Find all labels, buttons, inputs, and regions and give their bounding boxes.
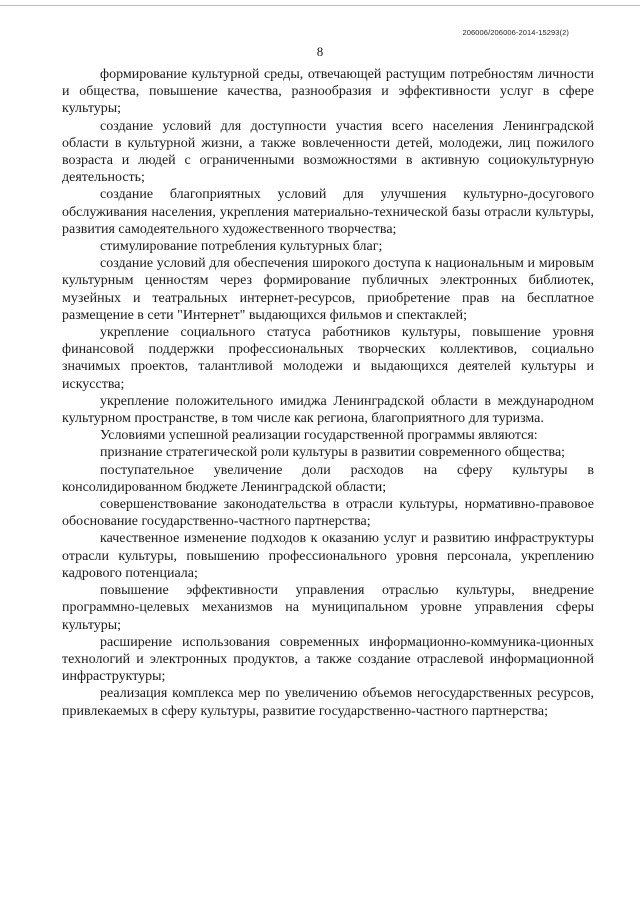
paragraph: повышение эффективности управления отраслью культуры, внедрение программно-целевых механизмов на муниципальном уровне управления сферы культуры; (62, 583, 594, 633)
paragraph: стимулирование потребления культурных благ; (100, 239, 383, 255)
body-text (62, 66, 594, 720)
paragraph: создание условий для доступности участия всего населения Ленинградской области в культурной жизни, а также вовлеченности детей, молодежи, лиц пожилого возраста и людей с ограниченными возможностями в активную социокультурную деятельность; (62, 118, 594, 186)
paragraph: создание условий для обеспечения широкого доступа к национальным и мировым культурным ценностям через формирование публичных электронных библиотек, музейных и театральных интернет-ресурсов, приобретение прав на бесплатное размещение в сети "Интернет" выдающихся фильмов и спектаклей; (62, 256, 594, 323)
paragraph: реализация комплекса мер по увеличению объемов негосударственных ресурсов, привлекаемых в сферу культуры, развитие государственно-частного партнерства; (62, 686, 594, 719)
paragraph: поступательное увеличение доли расходов на сферу культуры в консолидированном бюджете Ленинградской области; (62, 462, 594, 495)
paragraph: качественное изменение подходов к оказанию услуг и развитию инфраструктуры отрасли культуры, повышению профессионального уровня персонала, укреплению кадрового потенциала; (62, 531, 594, 581)
paragraph: укрепление положительного имиджа Ленинградской области в международном культурном пространстве, в том числе как региона, благоприятного для туризма. (62, 393, 594, 427)
document-id: 206006/206006-2014-15293(2) (462, 28, 569, 37)
scan-top-rule (0, 5, 640, 6)
paragraph: расширение использования современных информационно-коммуника-ционных технологий и электронных продуктов, а также создание отраслевой информационной инфраструктуры; (62, 634, 594, 685)
paragraph: Условиями успешной реализации государственной программы являются: (100, 428, 538, 444)
paragraph: создание благоприятных условий для улучшения культурно-досугового обслуживания населения, укрепления материально-технической базы отрасли культуры, развития самодеятельного художественного творчества; (62, 187, 594, 237)
paragraph: укрепление социального статуса работников культуры, повышение уровня финансовой поддержки профессиональных творческих коллективов, социально значимых проектов, талантливой молодежи и выдающихся деятелей культуры и искусства; (62, 325, 594, 392)
paragraph: признание стратегической роли культуры в развитии современного общества; (100, 445, 566, 461)
paragraph: формирование культурной среды, отвечающей растущим потребностям личности и общества, повышение качества, разнообразия и эффективности услуг в сфере культуры; (62, 67, 594, 117)
paragraph: совершенствование законодательства в отрасли культуры, нормативно-правовое обоснование государственно-частного партнерства; (62, 497, 594, 530)
page-number: 8 (316, 44, 324, 59)
